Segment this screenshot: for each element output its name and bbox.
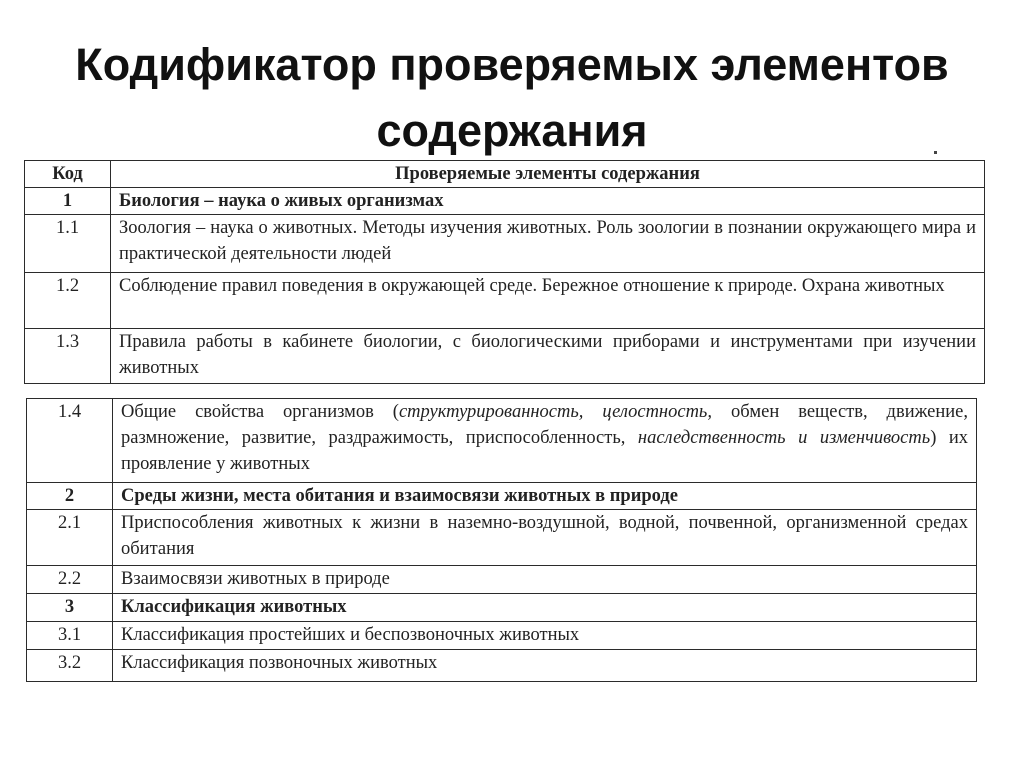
header-code: Код [25, 161, 111, 188]
row-code: 1.4 [27, 399, 113, 483]
codifier-table-bottom [26, 398, 977, 682]
row-text-part: ) их проявление у животных [121, 428, 969, 474]
row-text [113, 399, 977, 483]
table-row [27, 650, 977, 682]
table-row [25, 215, 985, 273]
row-text-part: обмен веществ, движение, размножение, развитие, раздражимость, приспособленность, [121, 402, 968, 448]
row-code: 1.2 [25, 273, 111, 329]
table-row [25, 188, 985, 215]
row-code: 2.2 [27, 566, 113, 594]
row-code: 3.2 [27, 650, 113, 682]
slide-title-line-2: содержания [376, 105, 648, 157]
row-text: Зоология – наука о животных. Методы изучения животных. Роль зоологии в познании окружающего мира и практической деятельности людей [111, 215, 985, 273]
table-row [27, 594, 977, 622]
row-code: 3.1 [27, 622, 113, 650]
table-row [25, 273, 985, 329]
table-row [27, 566, 977, 594]
row-code: 1.3 [25, 329, 111, 384]
table-row [27, 622, 977, 650]
row-text: Приспособления животных к жизни в наземно-воздушной, водной, почвенной, организменной средах обитания [113, 510, 977, 566]
table-row [27, 483, 977, 510]
row-text: Среды жизни, места обитания и взаимосвязи животных в природе [113, 483, 977, 510]
row-text: Соблюдение правил поведения в окружающей среде. Бережное отношение к природе. Охрана животных [111, 273, 985, 329]
slide-title [0, 32, 1024, 164]
row-text: Взаимосвязи животных в природе [113, 566, 977, 594]
row-code: 2.1 [27, 510, 113, 566]
table-row [25, 329, 985, 384]
row-text: Классификация животных [113, 594, 977, 622]
header-content: Проверяемые элементы содержания [111, 161, 985, 188]
row-code: 1 [25, 188, 111, 215]
row-text-italic: наследственность и изменчивость [637, 428, 931, 448]
row-code: 1.1 [25, 215, 111, 273]
row-text: Классификация простейших и беспозвоночных животных [113, 622, 977, 650]
slide-title-line-1: Кодификатор проверяемых элементов [75, 39, 949, 91]
stray-dot [934, 151, 937, 154]
row-text-italic: структурированность, целостность, [398, 402, 712, 422]
row-text: Правила работы в кабинете биологии, с биологическими приборами и инструментами при изучении животных [111, 329, 985, 384]
table-header-row [25, 161, 985, 188]
row-code: 2 [27, 483, 113, 510]
row-text: Биология – наука о живых организмах [111, 188, 985, 215]
table-row [27, 399, 977, 483]
row-code: 3 [27, 594, 113, 622]
row-text-part: Общие свойства организмов ( [121, 402, 399, 422]
row-text: Классификация позвоночных животных [113, 650, 977, 682]
table-row [27, 510, 977, 566]
codifier-table-top [24, 160, 985, 384]
